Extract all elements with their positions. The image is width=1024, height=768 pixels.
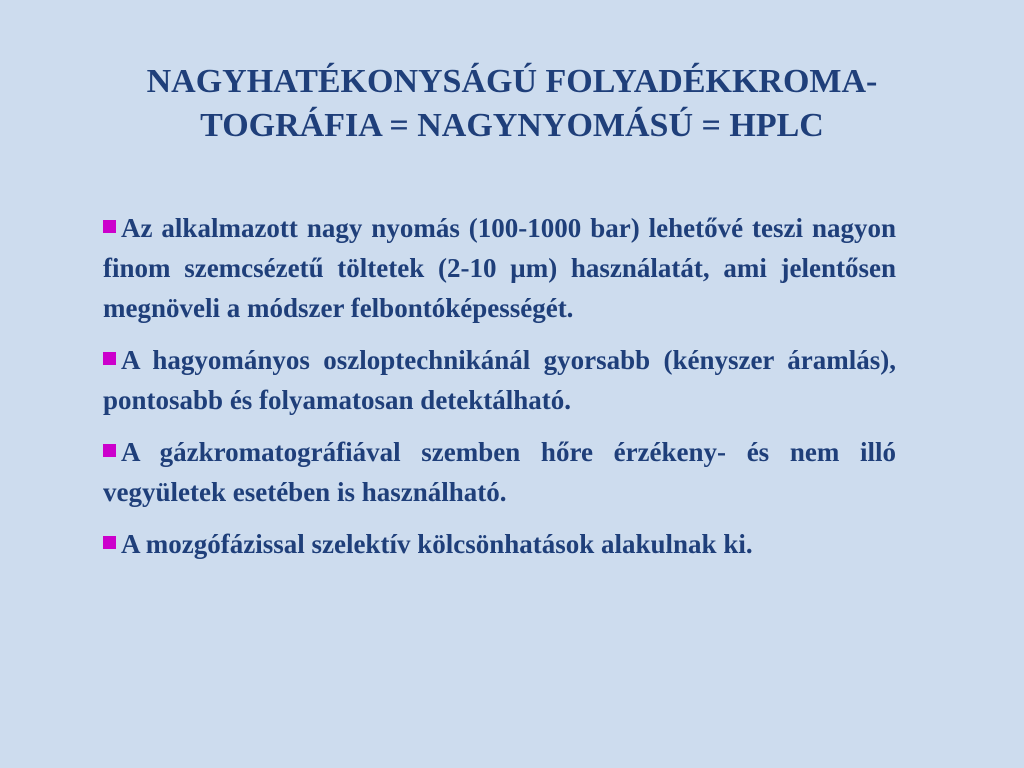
square-bullet-icon xyxy=(103,536,116,549)
slide-title xyxy=(60,60,964,148)
bullet-text: Az alkalmazott nagy nyomás (100-1000 bar) lehetővé teszi nagyon finom szemcsézetű töltetek (2-10 µm) használatát, ami jelentősen megnöveli a módszer felbontóképességét. xyxy=(103,213,896,323)
bullet-item xyxy=(103,208,896,328)
bullet-list xyxy=(103,208,896,576)
slide-title-line-1: NAGYHATÉKONYSÁGÚ FOLYADÉKKROMA- xyxy=(146,63,878,100)
slide-title-line-2: TOGRÁFIA = NAGYNYOMÁSÚ = HPLC xyxy=(200,107,824,144)
bullet-text: A gázkromatográfiával szemben hőre érzékeny- és nem illó vegyületek esetében is használható. xyxy=(103,437,896,507)
bullet-item xyxy=(103,432,896,512)
bullet-item xyxy=(103,340,896,420)
bullet-item xyxy=(103,524,896,564)
square-bullet-icon xyxy=(103,444,116,457)
square-bullet-icon xyxy=(103,220,116,233)
square-bullet-icon xyxy=(103,352,116,365)
bullet-text: A mozgófázissal szelektív kölcsönhatások alakulnak ki. xyxy=(121,529,753,559)
bullet-text: A hagyományos oszloptechnikánál gyorsabb (kényszer áramlás), pontosabb és folyamatosan detektálható. xyxy=(103,345,896,415)
